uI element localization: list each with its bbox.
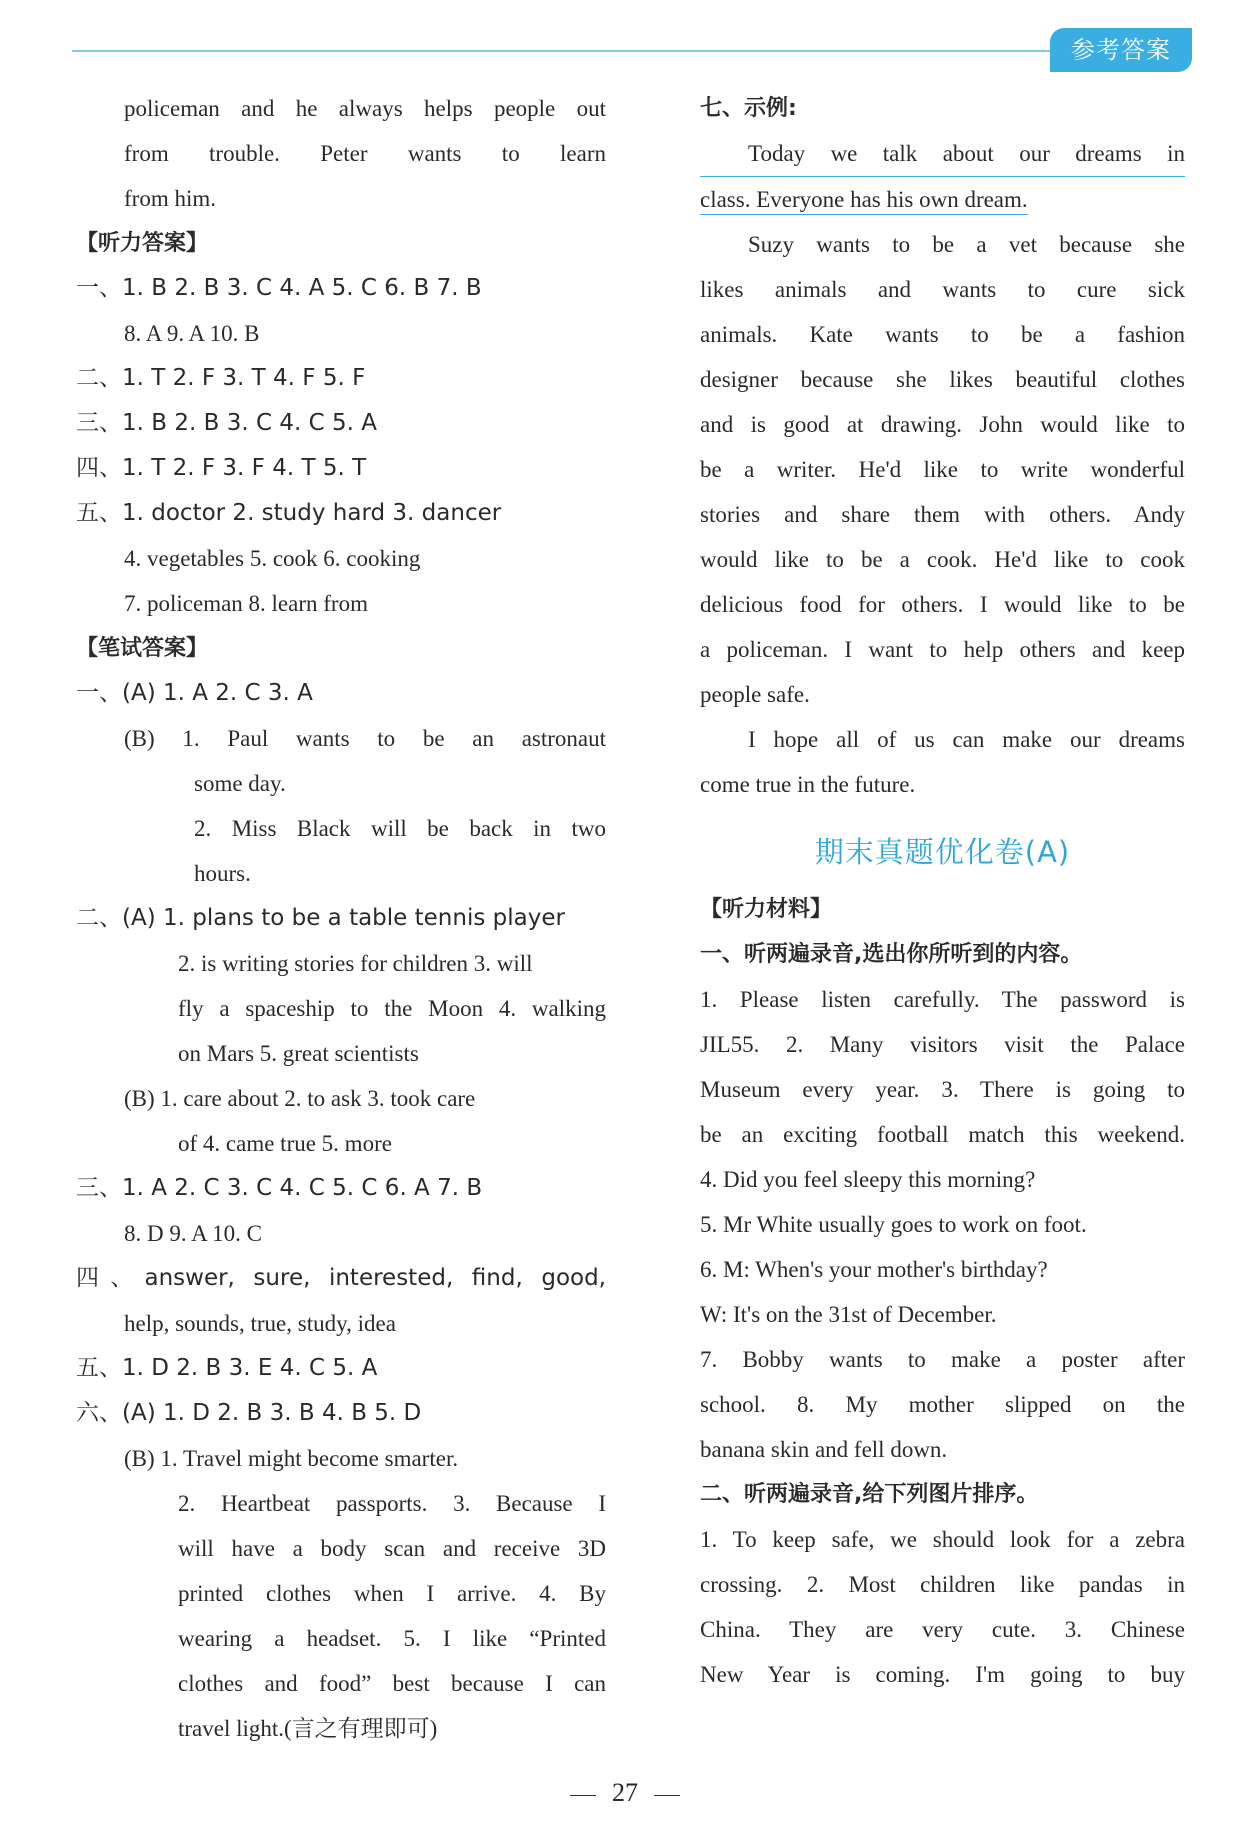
text-line: and is good at drawing. John would like to <box>700 412 1185 437</box>
left-column <box>76 86 606 1751</box>
text-line: (B) 1. Travel might become smarter. <box>124 1446 459 1471</box>
page-number: 27 <box>0 1778 1250 1808</box>
text-line: hours. <box>194 861 251 886</box>
text-line: designer because she likes beautiful clothes <box>700 367 1185 392</box>
text-line: class. Everyone has his own dream. <box>700 177 1185 222</box>
text-line: 1. To keep safe, we should look for a zebra <box>700 1527 1185 1552</box>
text-line: 二、(A) 1. plans to be a table tennis player <box>76 905 565 931</box>
text-line: 一、(A) 1. A 2. C 3. A <box>76 680 313 706</box>
text-line: 1. Please listen carefully. The password is <box>700 987 1185 1012</box>
text-line: 【听力材料】 <box>700 897 833 922</box>
text-line: China. They are very cute. 3. Chinese <box>700 1617 1185 1642</box>
text-line: help, sounds, true, study, idea <box>124 1311 396 1336</box>
text-line: of 4. came true 5. more <box>178 1131 392 1156</box>
text-line: 8. D 9. A 10. C <box>124 1221 263 1246</box>
text-line: 5. Mr White usually goes to work on foot. <box>700 1212 1087 1237</box>
text-line: Today we talk about our dreams in <box>700 131 1185 177</box>
text-line: travel light.(言之有理即可) <box>178 1716 438 1741</box>
text-line: likes animals and wants to cure sick <box>700 277 1185 302</box>
text-line: New Year is coming. I'm going to buy <box>700 1662 1185 1687</box>
text-line: 四、answer, sure, interested, find, good, <box>76 1265 606 1291</box>
text-line: clothes and food” best because I can <box>178 1671 606 1696</box>
text-line: school. 8. My mother slipped on the <box>700 1392 1185 1417</box>
text-line: some day. <box>194 771 286 796</box>
text-line: 4. vegetables 5. cook 6. cooking <box>124 546 421 571</box>
text-line: 三、1. A 2. C 3. C 4. C 5. C 6. A 7. B <box>76 1175 483 1201</box>
text-line: from trouble. Peter wants to learn <box>124 141 606 166</box>
text-line: delicious food for others. I would like to be <box>700 592 1185 617</box>
text-line: 8. A 9. A 10. B <box>124 321 260 346</box>
text-line: 【笔试答案】 <box>76 636 209 661</box>
writing-sample <box>700 86 1185 807</box>
text-line: people safe. <box>700 682 810 707</box>
text-line: (B) 1. Paul wants to be an astronaut <box>124 726 606 751</box>
text-line: from him. <box>124 186 216 211</box>
text-line: wearing a headset. 5. I like “Printed <box>178 1626 606 1651</box>
text-line: crossing. 2. Most children like pandas in <box>700 1572 1185 1597</box>
listening-material <box>700 887 1185 1697</box>
text-line: 一、1. B 2. B 3. C 4. A 5. C 6. B 7. B <box>76 275 482 301</box>
text-line: 7. Bobby wants to make a poster after <box>700 1347 1185 1372</box>
text-line: 6. M: When's your mother's birthday? <box>700 1257 1048 1282</box>
text-line: would like to be a cook. He'd like to cook <box>700 547 1185 572</box>
text-line: animals. Kate wants to be a fashion <box>700 322 1185 347</box>
text-line: will have a body scan and receive 3D <box>178 1536 606 1561</box>
text-line: 三、1. B 2. B 3. C 4. C 5. A <box>76 410 377 436</box>
text-line: stories and share them with others. Andy <box>700 502 1185 527</box>
text-line: 二、听两遍录音,给下列图片排序。 <box>700 1482 1039 1507</box>
text-line: 7. policeman 8. learn from <box>124 591 368 616</box>
right-column <box>700 86 1185 1697</box>
text-line: Suzy wants to be a vet because she <box>748 232 1185 257</box>
section-title: 期末真题优化卷(A) <box>814 835 1071 869</box>
text-line: policeman and he always helps people out <box>124 96 606 121</box>
text-line: 一、听两遍录音,选出你所听到的内容。 <box>700 942 1083 967</box>
text-line: Museum every year. 3. There is going to <box>700 1077 1185 1102</box>
text-line: JIL55. 2. Many visitors visit the Palace <box>700 1032 1185 1057</box>
text-line: 七、示例: <box>700 96 797 121</box>
text-line: 4. Did you feel sleepy this morning? <box>700 1167 1036 1192</box>
text-line: (B) 1. care about 2. to ask 3. took care <box>124 1086 476 1111</box>
text-line: be an exciting football match this weekend. <box>700 1122 1185 1147</box>
answer-key-badge: 参考答案 <box>1050 28 1192 72</box>
text-line: 2. Miss Black will be back in two <box>194 816 606 841</box>
text-line: 五、1. D 2. B 3. E 4. C 5. A <box>76 1355 378 1381</box>
text-line: I hope all of us can make our dreams <box>748 727 1185 752</box>
text-line: 五、1. doctor 2. study hard 3. dancer <box>76 500 502 526</box>
header-rule <box>72 50 1057 52</box>
text-line: a policeman. I want to help others and keep <box>700 637 1185 662</box>
text-line: W: It's on the 31st of December. <box>700 1302 997 1327</box>
text-line: 2. Heartbeat passports. 3. Because I <box>178 1491 606 1516</box>
text-line: 四、1. T 2. F 3. F 4. T 5. T <box>76 455 367 481</box>
text-line: 二、1. T 2. F 3. T 4. F 5. F <box>76 365 366 391</box>
text-line: banana skin and fell down. <box>700 1437 948 1462</box>
text-line: come true in the future. <box>700 772 916 797</box>
text-line: 2. is writing stories for children 3. will <box>178 951 533 976</box>
text-line: on Mars 5. great scientists <box>178 1041 419 1066</box>
text-line: printed clothes when I arrive. 4. By <box>178 1581 606 1606</box>
text-line: be a writer. He'd like to write wonderful <box>700 457 1185 482</box>
text-line: fly a spaceship to the Moon 4. walking <box>178 996 606 1021</box>
text-line: 【听力答案】 <box>76 231 209 256</box>
text-line: 六、(A) 1. D 2. B 3. B 4. B 5. D <box>76 1400 422 1426</box>
